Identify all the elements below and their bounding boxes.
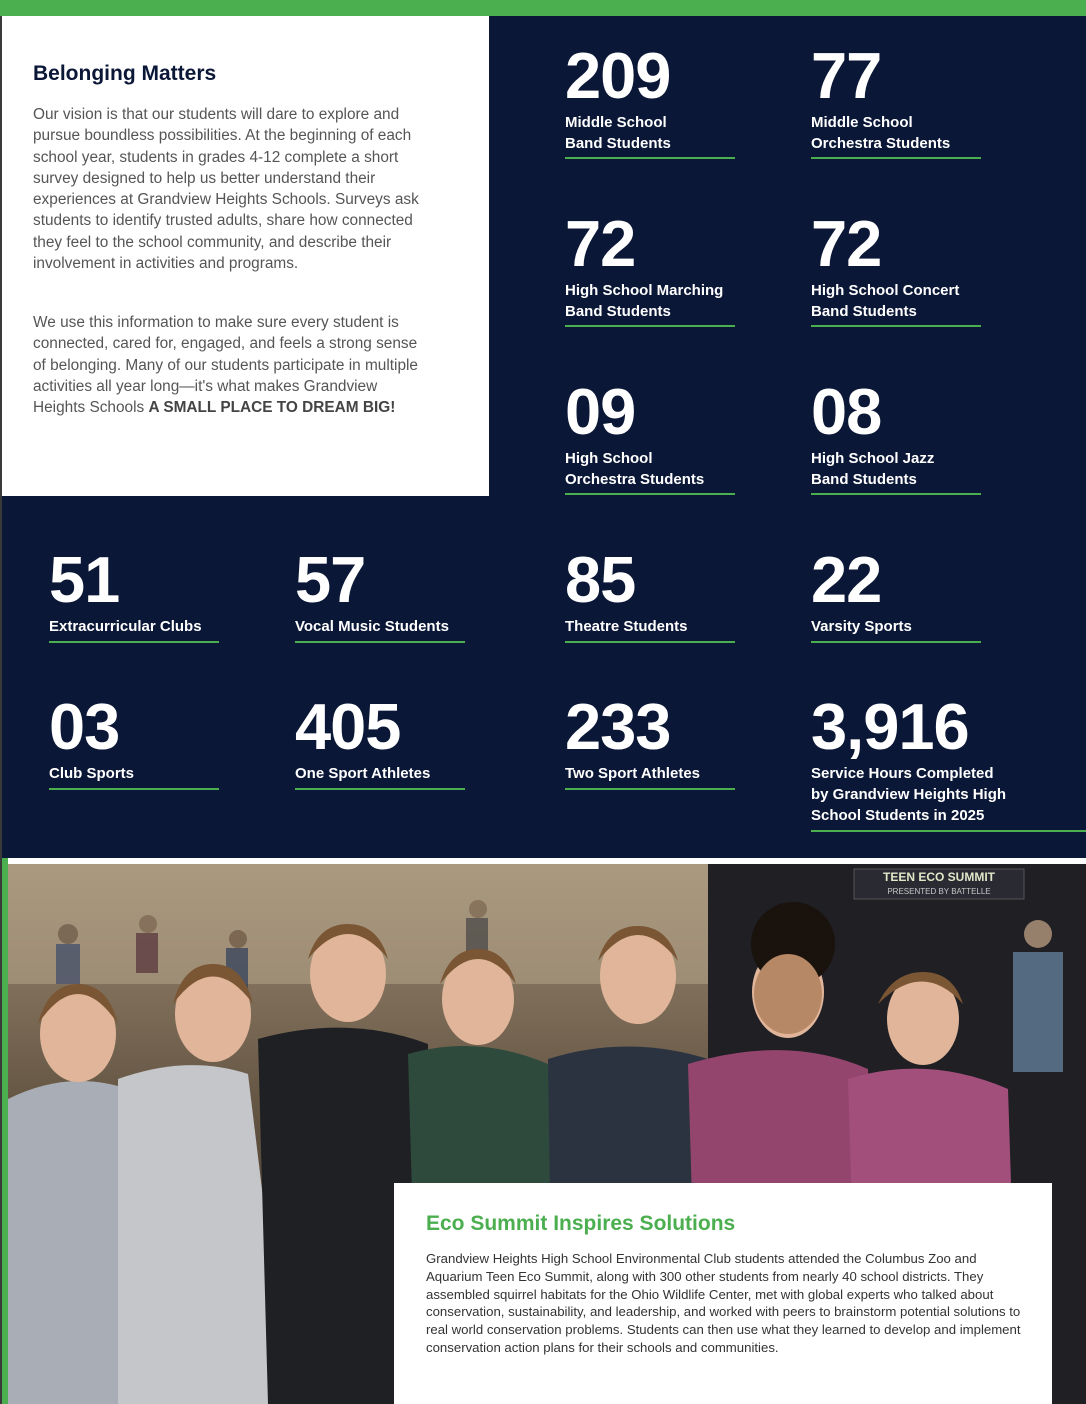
stat-divider [49, 641, 219, 643]
stat-value: 03 [49, 690, 120, 763]
stat-service-hours [811, 690, 1071, 826]
stat-value: 51 [49, 543, 120, 616]
stat-value: 08 [811, 375, 882, 448]
stat-label: Two Sport Athletes [565, 765, 700, 782]
stat-divider [811, 641, 981, 643]
stat-label: High School Marching Band Students [565, 282, 724, 320]
stat-label: One Sport Athletes [295, 765, 431, 782]
banner-title: TEEN ECO SUMMIT [882, 870, 996, 884]
top-accent-bar [0, 0, 1086, 16]
stat-clubs [49, 543, 269, 637]
stat-divider [811, 830, 1086, 832]
stat-divider [565, 493, 735, 495]
stat-divider [811, 325, 981, 327]
stat-divider [811, 157, 981, 159]
stat-divider [565, 788, 735, 790]
stat-divider [49, 788, 219, 790]
stat-value: 72 [811, 207, 882, 280]
belonging-paragraph-1: Our vision is that our students will dare to explore and pursue boundless possibilities. At the beginning of each school year, students in grades 4-12 complete a short survey designed to help us better understand their experiences at Grandview Heights Schools. Surveys ask students to identify trusted adults, share how connected they feel to the school community, and describe their involvement in activities and programs. [33, 106, 419, 273]
stat-ms-orchestra [811, 39, 1031, 154]
stat-club-sports [49, 690, 269, 784]
stat-divider [565, 325, 735, 327]
stat-value: 405 [295, 690, 401, 763]
eco-summit-body: Grandview Heights High School Environmental Club students attended the Columbus Zoo and Aquarium Teen Eco Summit, along with 300 other students from nearly 40 school districts. They assembled squirrel habitats for the Ohio Wildlife Center, met with global experts who talked about conservation, sustainability, and leadership, and worked with peers to brainstorm potential solutions to real world conservation problems. Students can then use what they learned to develop and implement conservation action plans for their schools and communities. [426, 1251, 1021, 1355]
stat-label: Extracurricular Clubs [49, 618, 202, 635]
stat-hs-concert-band [811, 207, 1031, 322]
stat-label: Service Hours Completed by Grandview Heights High School Students in 2025 [811, 765, 1007, 824]
stat-hs-orchestra [565, 375, 785, 490]
stat-value: 3,916 [811, 690, 969, 763]
stat-value: 09 [565, 375, 636, 448]
belonging-section [2, 16, 489, 496]
stat-divider [565, 641, 735, 643]
stat-varsity-sports [811, 543, 1031, 637]
stat-value: 85 [565, 543, 636, 616]
belonging-tagline: A SMALL PLACE TO DREAM BIG! [148, 399, 396, 417]
stat-hs-marching-band [565, 207, 785, 322]
belonging-paragraph-2-text: We use this information to make sure every student is connected, cared for, engaged, and feels a strong sense of belonging. Many of our students participate in multiple activities all year long—it's what makes Grandview Heights Schools [33, 314, 418, 417]
stat-label: High School Orchestra Students [565, 450, 705, 488]
stat-label: Club Sports [49, 765, 134, 782]
stat-value: 57 [295, 543, 366, 616]
stat-label: Middle School Band Students [565, 114, 671, 152]
stat-label: Varsity Sports [811, 618, 912, 635]
stat-value: 233 [565, 690, 671, 763]
belonging-title: Belonging Matters [33, 62, 217, 85]
stat-label: Middle School Orchestra Students [811, 114, 951, 152]
stat-ms-band [565, 39, 785, 154]
stat-divider [295, 641, 465, 643]
stat-value: 209 [565, 39, 671, 112]
stat-divider [811, 493, 981, 495]
stat-value: 77 [811, 39, 882, 112]
stat-theatre [565, 543, 785, 637]
stat-label: Theatre Students [565, 618, 688, 635]
stat-divider [565, 157, 735, 159]
stat-label: Vocal Music Students [295, 618, 449, 635]
stat-label: High School Concert Band Students [811, 282, 960, 320]
stat-one-sport [295, 690, 515, 784]
eco-summit-card [394, 1183, 1052, 1404]
belonging-paragraph-2 [33, 312, 433, 418]
eco-summit-title: Eco Summit Inspires Solutions [426, 1212, 736, 1235]
banner-subtitle: PRESENTED BY BATTELLE [887, 887, 991, 896]
stat-hs-jazz-band [811, 375, 1031, 490]
stat-divider [295, 788, 465, 790]
stat-two-sport [565, 690, 785, 784]
stat-value: 72 [565, 207, 636, 280]
stat-vocal-music [295, 543, 515, 637]
stat-value: 22 [811, 543, 882, 616]
stat-label: High School Jazz Band Students [811, 450, 935, 488]
